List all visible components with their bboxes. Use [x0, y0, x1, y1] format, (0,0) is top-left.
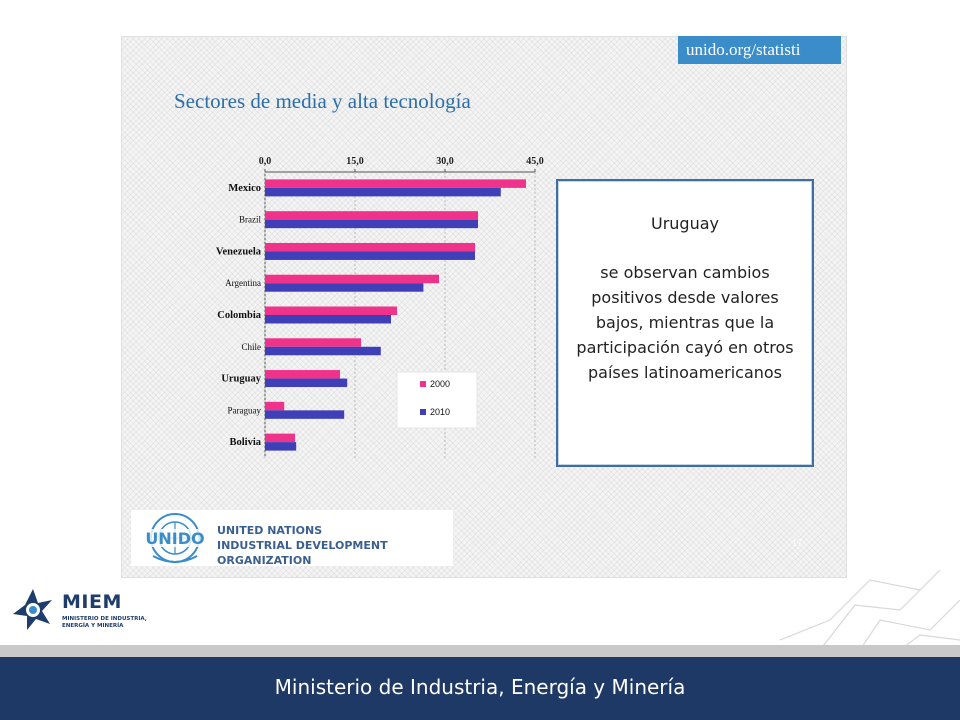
legend-label: 2000	[430, 379, 451, 389]
page-number: 17	[792, 538, 803, 548]
bar-2000-chile	[265, 338, 361, 347]
category-label: Brazil	[239, 214, 261, 225]
miem-title: MIEM	[62, 591, 122, 613]
category-label: Chile	[241, 341, 261, 352]
un-emblem-icon	[135, 510, 215, 566]
unido-emblem-text: UNIDO	[145, 529, 205, 548]
x-tick-label: 30,0	[436, 156, 454, 167]
x-tick-labels	[259, 156, 544, 167]
category-label: Argentina	[225, 278, 261, 289]
unido-line1: UNITED NATIONS	[217, 524, 323, 537]
category-label: Venezuela	[215, 246, 261, 258]
bar-2010-chile	[265, 347, 381, 356]
bar-2010-venezuela	[265, 251, 475, 260]
chart-title: Sectores de media y alta tecnología	[174, 89, 471, 113]
bar-2000-venezuela	[265, 243, 475, 252]
bar-2010-brazil	[265, 220, 478, 229]
x-tick-label: 15,0	[346, 156, 364, 167]
chart-legend	[397, 372, 477, 428]
x-tick-label: 0,0	[258, 156, 272, 167]
unido-logo	[131, 510, 453, 566]
uruguay-callout	[556, 179, 814, 467]
bar-2000-argentina	[265, 275, 439, 284]
category-label: Paraguay	[227, 405, 261, 416]
unido-line2: INDUSTRIAL DEVELOPMENT ORGANIZATION	[217, 539, 388, 567]
category-label: Colombia	[217, 310, 261, 321]
bar-2010-uruguay	[265, 379, 347, 388]
unido-text	[217, 523, 453, 568]
bar-2000-uruguay	[265, 370, 340, 379]
footer-bar	[0, 657, 960, 720]
category-label: Mexico	[228, 182, 261, 194]
bar-2010-colombia	[265, 315, 391, 324]
callout-title: Uruguay	[651, 214, 719, 233]
x-tick-label: 45,0	[526, 156, 544, 167]
category-label: Uruguay	[221, 373, 261, 385]
chart-bars	[265, 179, 526, 450]
bar-2000-colombia	[265, 307, 397, 316]
bar-2010-paraguay	[265, 410, 344, 419]
bar-2010-bolivia	[265, 442, 296, 451]
footer-divider	[0, 645, 960, 657]
miem-star-icon	[10, 587, 56, 633]
category-label: Bolivia	[229, 437, 261, 449]
bar-2000-paraguay	[265, 402, 284, 411]
bar-2000-bolivia	[265, 434, 295, 443]
miem-logo	[10, 585, 180, 640]
miem-sub1: MINISTERIO DE INDUSTRIA,	[62, 616, 147, 622]
url-label: unido.org/statisti	[678, 36, 841, 64]
legend-label: 2010	[430, 407, 451, 417]
bar-chart	[175, 145, 545, 465]
callout-body: se observan cambios positivos desde valores bajos, mientras que la participación cayó en otros países latinoamericanos	[576, 263, 794, 382]
footer-ministry-text: Ministerio de Industria, Energía y Minería	[274, 675, 686, 699]
category-labels	[216, 183, 262, 448]
legend-swatch	[420, 381, 426, 387]
bar-2010-mexico	[265, 188, 501, 197]
bar-2000-brazil	[265, 211, 478, 220]
bar-2010-argentina	[265, 283, 423, 292]
bar-2000-mexico	[265, 179, 526, 188]
miem-sub2: ENERGÍA Y MINERÍA	[62, 623, 124, 629]
miem-subtitle	[62, 616, 147, 630]
legend-swatch	[420, 409, 426, 415]
